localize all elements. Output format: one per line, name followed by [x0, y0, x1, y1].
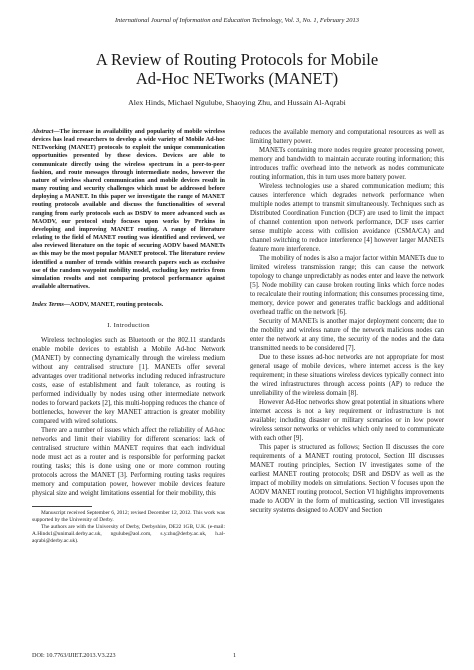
left-column: [32, 128, 225, 545]
running-head: International Journal of Information and Education Technology, Vol. 3, No. 1, February 2013: [114, 17, 360, 24]
paragraph: Due to these issues ad-hoc networks are not appropriate for most general usage of mobile devices, where internet access is the key requirement; in these situations wireless devices typically connect into the wired infrastructures through access points (AP) to reduce the unreliability of the wireless domain [8].: [250, 354, 444, 397]
paragraph: There are a number of issues which affect the reliability of Ad-hoc networks and limit their viability for different scenarios: lack of centralised structure within MANET requires that each individual node must act as a router and is responsible for performing packet routing tasks; this is done using one or more common routing protocols across the MANET [3]. Performing routing tasks requires memory and computation power, however mobile devices feature physical size and weight limitations essential for their mobility, this: [32, 427, 225, 498]
paragraph: This paper is structured as follows; Section II discusses the core requirements of a MANET routing protocol, Section III discusses MANET routing principles, Section IV investigates some of the earliest MANET routing protocols; DSR and DSDV as well as the impact of mobility models on simulations. Section V focuses upon the AODV MANET routing protocol, Section VI highlights improvements made to AODV in the form of multicasting, section VII investigates security systems designed to AODV and Section: [250, 444, 444, 514]
abstract-text: —The increase in availability and popularity of mobile wireless devices has lead researchers to develop a wide variety of Mobile Ad-hoc NETworking (MANET) protocols to exploit the unique communication opportunities presented by these devices. Devices are able to communicate directly using the wireless spectrum in a peer-to-peer fashion, and route messages through intermediate nodes, however the nature of wireless shared communication and mobile devices result in many routing and security challenges which must be addressed before deploying a MANET. In this paper we investigate the range of MANET routing protocols available and discuss the functionalities of several ranging from early protocols such as DSDV to more advanced such as MAODV, our protocol study focuses upon works by Perkins in developing and improving MANET routing. A range of literature relating to the field of MANET routing was identified and reviewed, we also reviewed literature on the topic of securing AODV based MANETs as this may be the most popular MANET protocol. The literature review identified a number of trends within research papers such as exclusive use of the random waypoint mobility model, excluding key metrics from simulation results and not comparing protocol performance against available alternatives.: [32, 128, 225, 290]
footnote: Manuscript received September 6, 2012; revised December 12, 2012. This work was supported by the University of Derby.: [32, 510, 225, 524]
paper-title: [40, 50, 434, 88]
page-number: 1: [233, 652, 237, 659]
index-terms-text: —AODV, MANET, routing protocols.: [63, 301, 164, 309]
index-terms-label: Index Terms: [32, 301, 64, 309]
paragraph: reduces the available memory and computational resources as well as limiting battery power.: [250, 129, 444, 145]
title-line-1: A Review of Routing Protocols for Mobile: [95, 50, 379, 69]
paragraph: Wireless technologies use a shared communication medium; this causes interference which degrades network performance when multiple nodes attempt to transmit simultaneously. Techniques such as Distributed Coordination Function (DCF) are used to limit the impact of channel contention upon network performance, DCF uses carrier sense multiple access with collision avoidance (CSMA/CA) and channel switching to reduce interference [4] however larger MANETs feature more interference.: [250, 183, 444, 253]
paragraph: MANETs containing more nodes require greater processing power, memory and bandwidth to maintain accurate routing information; this introduces traffic overhead into the network as nodes communicate routing information, this in turn uses more battery power.: [250, 147, 444, 181]
footnote: The authors are with the University of Derby, Derbyshire, DE22 1GB, U.K. (e-mail: A.Hinds1@unimail.derby.ac.uk, ngulube@aol.com, s.y.zhu@derby.ac.uk, h.al-aqrabi@derby.ac.uk).: [32, 524, 225, 545]
abstract-label: Abstract: [32, 128, 54, 135]
right-column: [250, 128, 444, 515]
footnote-divider: [32, 506, 92, 507]
paragraph: Wireless technologies such as Bluetooth or the 802.11 standards enable mobile devices to establish a Mobile Ad-hoc Network (MANET) by connecting dynamically through the wireless medium without any centralised structure [1]. MANETs offer several advantages over traditional networks including reduced infrastructure costs, ease of establishment and fault tolerance, as routing is performed individually by nodes using other intermediate network nodes to forward packets [2], this multi-hopping reduces the chance of bottlenecks, however the key MANET attraction is greater mobility compared with wired solutions.: [32, 337, 225, 426]
author-list: Alex Hinds, Michael Ngulube, Shaoying Zhu, and Hussain Al-Aqrabi: [128, 98, 346, 107]
index-terms: [32, 300, 225, 309]
abstract: [32, 128, 225, 291]
doi-footer: DOI: 10.7763/IJIET.2013.V3.223: [32, 652, 116, 659]
section-heading-introduction: I. Introduction: [107, 322, 150, 330]
paragraph: The mobility of nodes is also a major factor within MANETs due to limited wireless transmission range; this can cause the network topology to change unpredictably as nodes enter and leave the network [5]. Node mobility can cause broken routing links which force nodes to recalculate their routing information; this consumes processing time, memory, device power and generates traffic backlogs and additional overhead traffic on the network [6].: [250, 255, 444, 316]
title-line-2: Ad-Hoc NETworks (MANET): [135, 69, 339, 88]
paragraph: However Ad-Hoc networks show great potential in situations where internet access is not a key requirement or infrastructure is not available; including disaster or military scenarios or in low power wireless sensor networks or vehicles which only need to communicate with each other [9].: [250, 399, 444, 442]
paragraph: Security of MANETs is another major deployment concern; due to the mobility and wireless nature of the network malicious nodes can enter the network at any time, the security of the nodes and the data transmitted needs to be considered [7].: [250, 318, 444, 352]
